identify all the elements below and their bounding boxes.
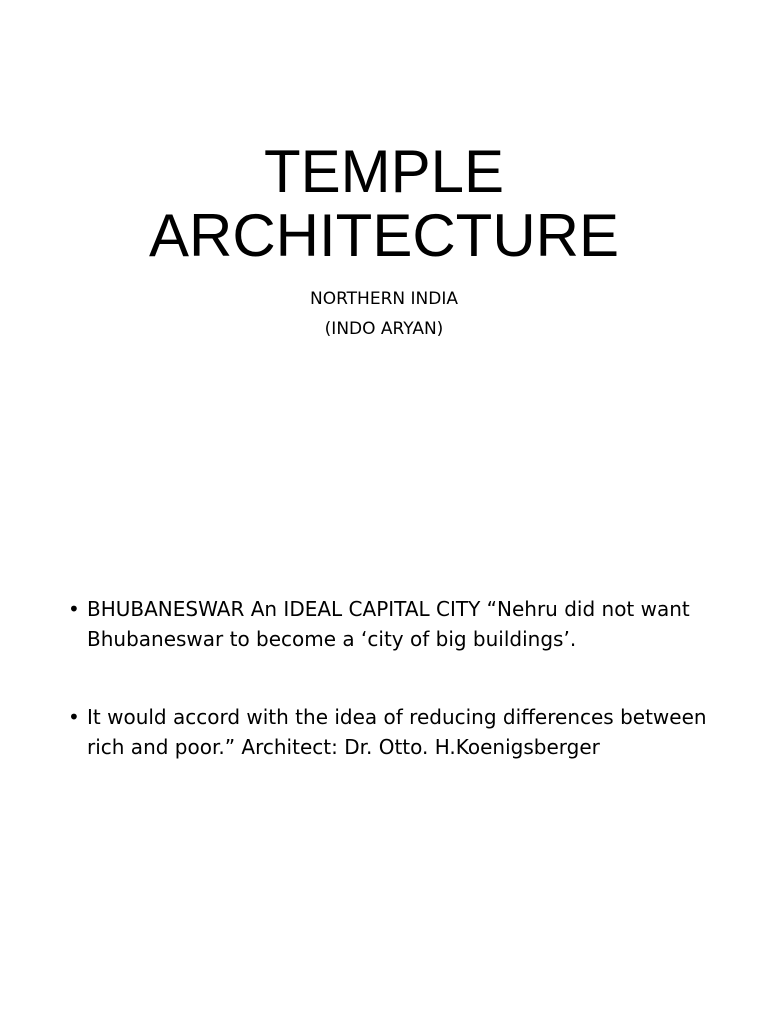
slide-title [0,140,768,268]
bullet-item [68,702,718,762]
bullet-list [68,594,718,762]
content-slide [0,512,768,1024]
title-line-2: ARCHITECTURE [148,202,619,269]
bullet-item [68,594,718,654]
title-line-1: TEMPLE [263,138,505,205]
bullet-text: It would accord with the idea of reducing differences between rich and poor.” Architect: Dr. Otto. H.Koenigsberger [87,705,707,759]
bullet-dot-icon: • [68,597,80,621]
subtitle-line-1: NORTHERN INDIA [310,289,458,309]
subtitle-line-2: (INDO ARYAN) [324,319,444,339]
slide-subtitle [0,284,768,344]
bullet-dot-icon: • [68,705,80,729]
bullet-text: BHUBANESWAR An IDEAL CAPITAL CITY “Nehru did not want Bhubaneswar to become a ‘city of big buildings’. [87,597,690,651]
